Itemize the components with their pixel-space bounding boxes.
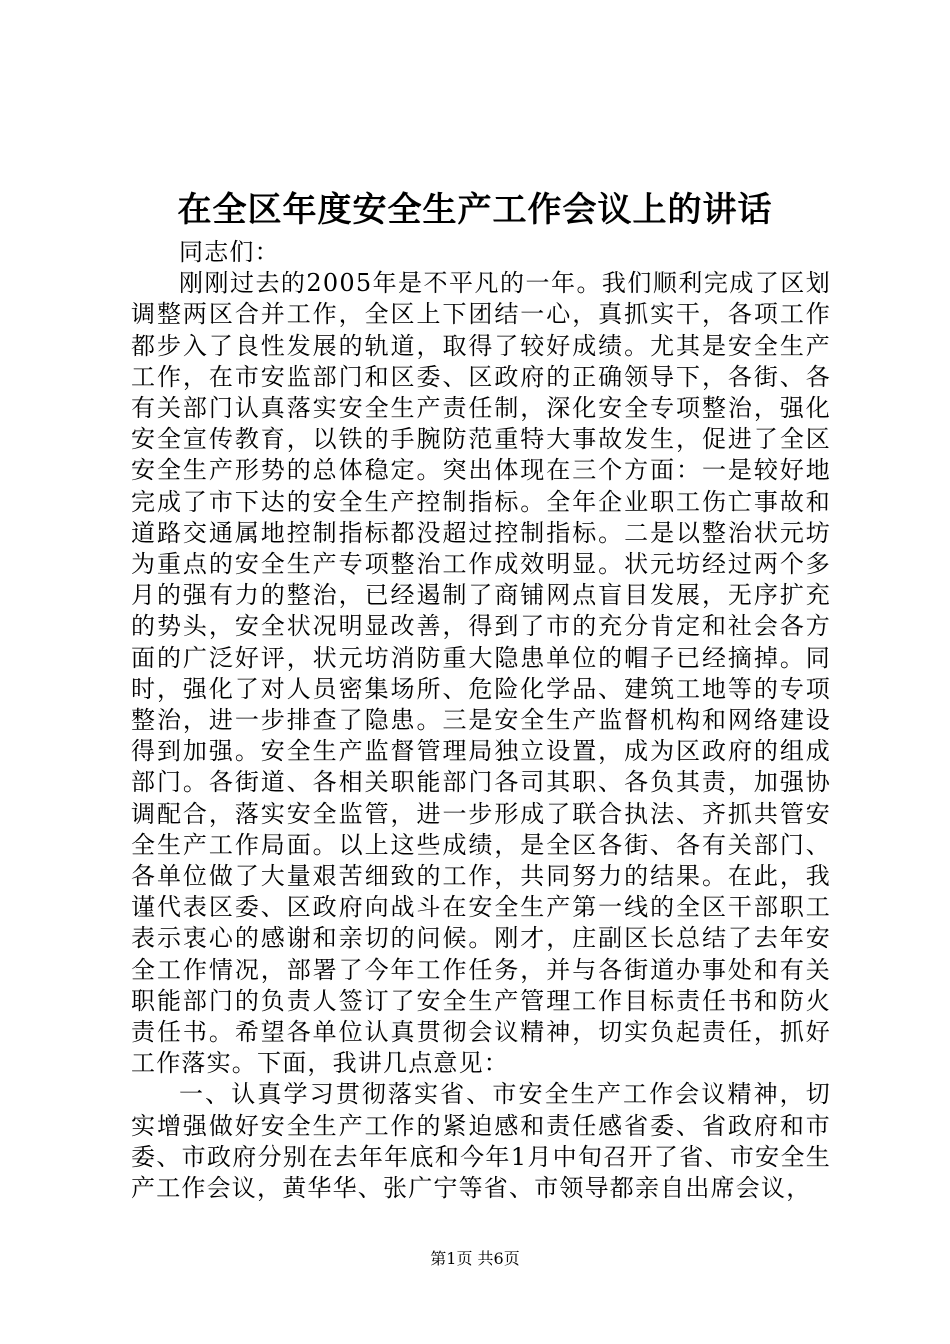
page-number-footer: 第1页 共6页 [430, 1249, 520, 1268]
document-body [131, 237, 831, 1204]
salutation-paragraph: 同志们： [179, 238, 280, 266]
body-paragraph: 一、认真学习贯彻落实省、市安全生产工作会议精神，切实增强做好安全生产工作的紧迫感和责任感省委、省政府和市委、市政府分别在去年年底和今年1月中旬召开了省、市安全生产工作会议，黄华华、张广宁等省、市领导都亲自出席会议， [131, 1080, 831, 1203]
document-title: 在全区年度安全生产工作会议上的讲话 [177, 190, 773, 230]
body-paragraph: 刚刚过去的2005年是不平凡的一年。我们顺利完成了区划调整两区合并工作，全区上下团结一心，真抓实干，各项工作都步入了良性发展的轨道，取得了较好成绩。尤其是安全生产工作，在市安监部门和区委、区政府的正确领导下，各街、各有关部门认真落实安全生产责任制，深化安全专项整治，强化安全宣传教育，以铁的手腕防范重特大事故发生，促进了全区安全生产形势的总体稳定。突出体现在三个方面：一是较好地完成了市下达的安全生产控制指标。全年企业职工伤亡事故和道路交通属地控制指标都没超过控制指标。二是以整治状元坊为重点的安全生产专项整治工作成效明显。状元坊经过两个多月的强有力的整治，已经遏制了商铺网点盲目发展，无序扩充的势头，安全状况明显改善，得到了市的充分肯定和社会各方面的广泛好评，状元坊消防重大隐患单位的帽子已经摘掉。同时，强化了对人员密集场所、危险化学品、建筑工地等的专项整治，进一步排查了隐患。三是安全生产监督机构和网络建设得到加强。安全生产监督管理局独立设置，成为区政府的组成部门。各街道、各相关职能部门各司其职、各负其责，加强协调配合，落实安全监管，进一步形成了联合执法、齐抓共管安全生产工作局面。以上这些成绩，是全区各街、各有关部门、各单位做了大量艰苦细致的工作，共同努力的结果。在此，我谨代表区委、区政府向战斗在安全生产第一线的全区干部职工表示衷心的感谢和亲切的问候。刚才，庄副区长总结了去年安全工作情况，部署了今年工作任务，并与各街道办事处和有关职能部门的负责人签订了安全生产管理工作目标责任书和防火责任书。希望各单位认真贯彻会议精神，切实负起责任，抓好工作落实。下面，我讲几点意见： [131, 269, 831, 1078]
